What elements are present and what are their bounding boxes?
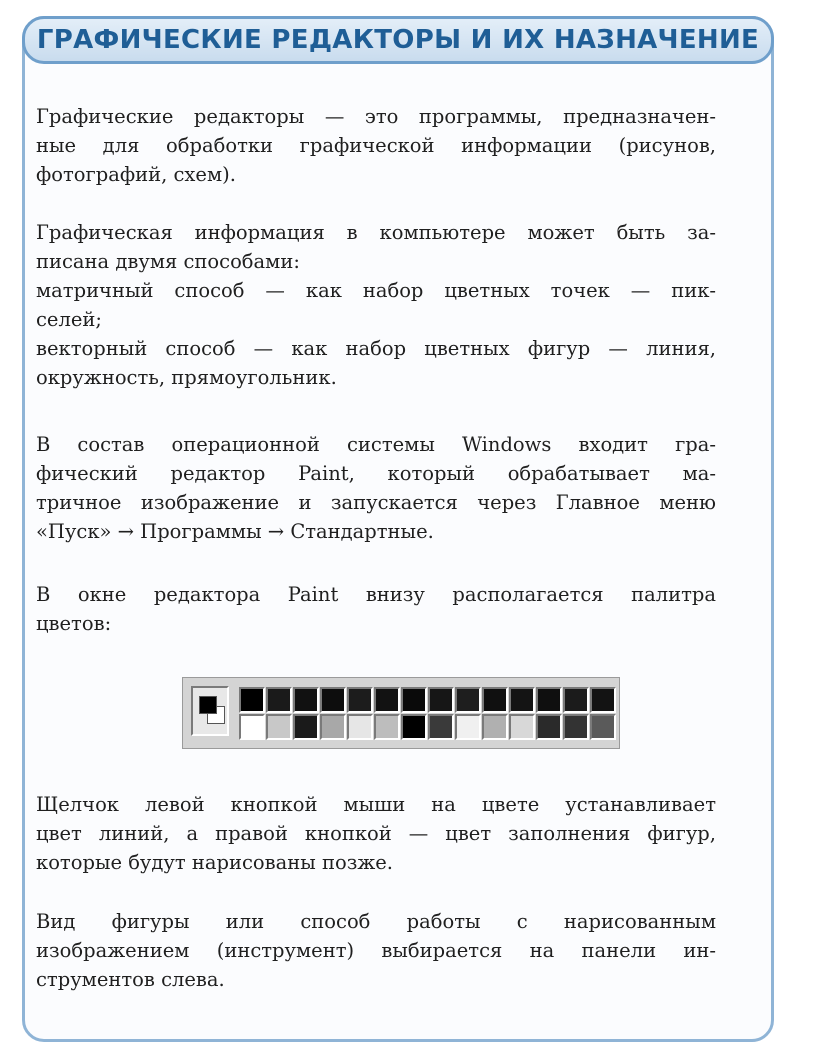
color-swatch[interactable] xyxy=(266,714,292,740)
color-swatch[interactable] xyxy=(293,687,319,713)
color-swatch[interactable] xyxy=(590,714,616,740)
text-line: цветов: xyxy=(36,612,112,635)
color-swatch[interactable] xyxy=(590,687,616,713)
current-colors-indicator[interactable] xyxy=(191,686,229,736)
paragraph-mouse-clicks xyxy=(36,790,716,877)
text-line: матричный способ — как набор цветных точек — пик- xyxy=(36,279,716,302)
color-swatch[interactable] xyxy=(509,687,535,713)
color-swatch[interactable] xyxy=(293,714,319,740)
text-line: тричное изображение и запускается через Главное меню xyxy=(36,491,716,514)
color-swatch[interactable] xyxy=(239,687,265,713)
color-swatch[interactable] xyxy=(482,714,508,740)
color-swatch[interactable] xyxy=(320,687,346,713)
color-swatch[interactable] xyxy=(563,714,589,740)
color-palette xyxy=(182,677,620,749)
color-swatch[interactable] xyxy=(239,714,265,740)
text-line: векторный способ — как набор цветных фигур — линия, xyxy=(36,337,716,360)
color-swatch[interactable] xyxy=(536,687,562,713)
text-line: ные для обработки графической информации (рисунов, xyxy=(36,134,716,157)
page-title: ГРАФИЧЕСКИЕ РЕДАКТОРЫ И ИХ НАЗНАЧЕНИЕ xyxy=(36,25,760,55)
text-line: В окне редактора Paint внизу располагается палитра xyxy=(36,583,716,606)
color-swatch[interactable] xyxy=(509,714,535,740)
color-swatch[interactable] xyxy=(428,687,454,713)
text-line: окружность, прямоугольник. xyxy=(36,366,337,389)
color-swatch[interactable] xyxy=(320,714,346,740)
text-line: фотографий, схем). xyxy=(36,163,236,186)
text-line: Графические редакторы — это программы, предназначен- xyxy=(36,105,716,128)
color-swatch[interactable] xyxy=(401,714,427,740)
color-swatch[interactable] xyxy=(428,714,454,740)
paragraph-definition xyxy=(36,102,716,189)
text-line: струментов слева. xyxy=(36,968,225,991)
text-line: «Пуск» → Программы → Стандартные. xyxy=(36,520,434,543)
text-line: Щелчок левой кнопкой мыши на цвете устанавливает xyxy=(36,793,716,816)
paragraph-storage-methods xyxy=(36,218,716,392)
text-line: которые будут нарисованы позже. xyxy=(36,851,394,874)
color-swatch[interactable] xyxy=(374,687,400,713)
color-swatch[interactable] xyxy=(266,687,292,713)
text-line: писана двумя способами: xyxy=(36,250,300,273)
paragraph-paint xyxy=(36,430,716,546)
title-bar xyxy=(22,16,774,64)
text-line: Графическая информация в компьютере может быть за- xyxy=(36,221,716,244)
foreground-color-swatch xyxy=(199,696,217,714)
paragraph-palette-intro xyxy=(36,580,716,638)
text-line: фический редактор Paint, который обрабатывает ма- xyxy=(36,462,716,485)
text-line: селей; xyxy=(36,308,102,331)
color-swatch[interactable] xyxy=(455,714,481,740)
color-swatch[interactable] xyxy=(374,714,400,740)
text-line: цвет линий, а правой кнопкой — цвет заполнения фигур, xyxy=(36,822,716,845)
text-line: изображением (инструмент) выбирается на панели ин- xyxy=(36,939,716,962)
color-swatch[interactable] xyxy=(536,714,562,740)
color-swatch[interactable] xyxy=(347,687,373,713)
text-line: В состав операционной системы Windows входит гра- xyxy=(36,433,716,456)
color-swatch[interactable] xyxy=(482,687,508,713)
palette-swatches xyxy=(239,687,616,740)
paragraph-tools xyxy=(36,907,716,994)
color-swatch[interactable] xyxy=(401,687,427,713)
color-swatch[interactable] xyxy=(455,687,481,713)
color-swatch[interactable] xyxy=(563,687,589,713)
color-swatch[interactable] xyxy=(347,714,373,740)
text-line: Вид фигуры или способ работы с нарисованным xyxy=(36,910,716,933)
